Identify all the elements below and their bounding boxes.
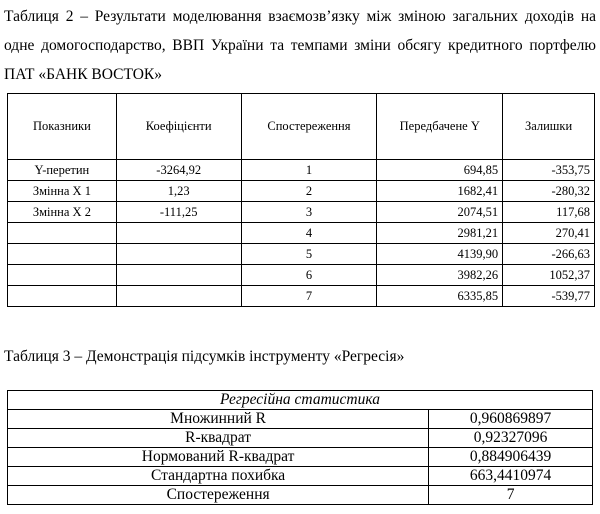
table-cell: 1682,41 [377, 181, 503, 202]
table-cell: 1,23 [116, 181, 241, 202]
table-cell: 7 [241, 286, 377, 307]
table-cell: -280,32 [503, 181, 595, 202]
table-cell: 1052,37 [503, 265, 595, 286]
stat-value: 0,960869897 [429, 410, 593, 429]
table-row [8, 410, 593, 429]
table-row [8, 202, 595, 223]
table-row [8, 244, 595, 265]
stat-value: 7 [429, 486, 593, 505]
table-title: Регресійна статистика [8, 391, 593, 410]
table-cell: 6 [241, 265, 377, 286]
stat-label: Множинний R [8, 410, 429, 429]
table-cell: 3982,26 [377, 265, 503, 286]
regression-statistics-table [7, 390, 593, 505]
table-cell [116, 265, 241, 286]
table-row [8, 160, 595, 181]
table-header-row [8, 94, 595, 160]
table-cell: -3264,92 [116, 160, 241, 181]
table-row [8, 486, 593, 505]
table-cell [8, 244, 117, 265]
table-cell: 4139,90 [377, 244, 503, 265]
table-row [8, 181, 595, 202]
table-cell: Змінна X 1 [8, 181, 117, 202]
table-cell: 1 [241, 160, 377, 181]
table-cell: 270,41 [503, 223, 595, 244]
table-cell: 694,85 [377, 160, 503, 181]
stat-label: R-квадрат [8, 429, 429, 448]
stat-value: 0,884906439 [429, 448, 593, 467]
table3-caption: Таблиця 3 – Демонстрація підсумків інструменту «Регресія» [4, 348, 405, 365]
column-header: Передбачене Y [377, 94, 503, 160]
stat-value: 0,92327096 [429, 429, 593, 448]
table-cell: 4 [241, 223, 377, 244]
table-cell [8, 286, 117, 307]
table-cell: 6335,85 [377, 286, 503, 307]
stat-value: 663,4410974 [429, 467, 593, 486]
table-cell [8, 223, 117, 244]
table-cell: Y-перетин [8, 160, 117, 181]
column-header: Спостереження [241, 94, 377, 160]
table2-caption: Таблиця 2 – Результати моделювання взаємозв’язку між зміною загальних доходів на одне домогосподарство, ВВП України та темпами зміни обсягу кредитного портфелю ПАТ «БАНК ВОСТОК» [4, 8, 596, 83]
column-header: Показники [8, 94, 117, 160]
table-row [8, 467, 593, 486]
table-row [8, 448, 593, 467]
table-cell: -353,75 [503, 160, 595, 181]
table-cell: Змінна X 2 [8, 202, 117, 223]
stat-label: Нормований R-квадрат [8, 448, 429, 467]
table-cell: 5 [241, 244, 377, 265]
column-header: Коефіцієнти [116, 94, 241, 160]
stat-label: Стандартна похибка [8, 467, 429, 486]
column-header: Залишки [503, 94, 595, 160]
table-row [8, 223, 595, 244]
table-row [8, 265, 595, 286]
table-cell: 3 [241, 202, 377, 223]
table-cell [8, 265, 117, 286]
table-cell: 2 [241, 181, 377, 202]
table-cell: -111,25 [116, 202, 241, 223]
table-cell: -539,77 [503, 286, 595, 307]
regression-results-table [7, 93, 595, 307]
table-row [8, 429, 593, 448]
table-cell: -266,63 [503, 244, 595, 265]
table-cell [116, 244, 241, 265]
table-header-row [8, 391, 593, 410]
table-cell [116, 223, 241, 244]
stat-label: Спостереження [8, 486, 429, 505]
table-cell [116, 286, 241, 307]
table-row [8, 286, 595, 307]
table-cell: 117,68 [503, 202, 595, 223]
table-cell: 2981,21 [377, 223, 503, 244]
table-cell: 2074,51 [377, 202, 503, 223]
